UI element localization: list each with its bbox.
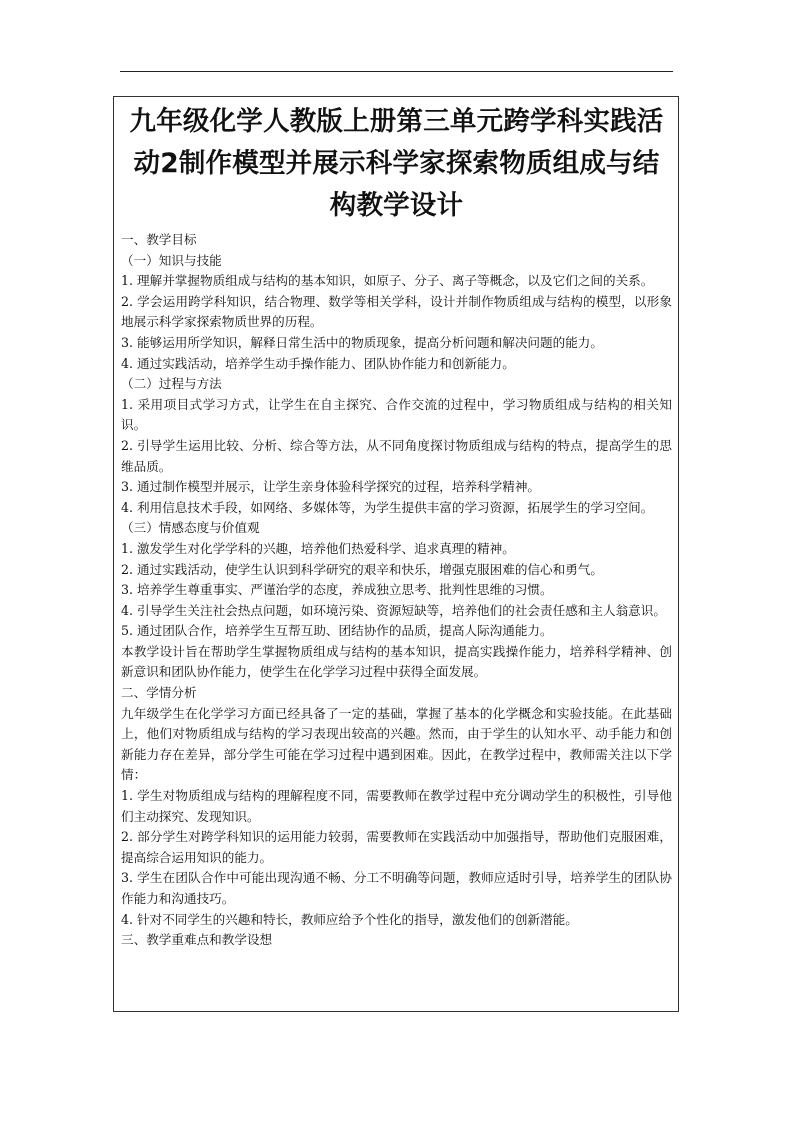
paragraph: 3. 能够运用所学知识，解释日常生活中的物质现象，提高分析问题和解决问题的能力。 [121,334,603,350]
paragraph: 3. 通过制作模型并展示，让学生亲身体验科学探究的过程，培养科学精神。 [121,479,541,495]
document-frame [113,96,679,1012]
subsection-heading: （一）知识与技能 [121,252,222,268]
paragraph: 1. 采用项目式学习方式，让学生在自主探究、合作交流的过程中，学习物质组成与结构的相关知识。 [121,396,672,433]
section-heading-objectives: 一、教学目标 [121,232,197,247]
paragraph: 2. 通过实践活动，使学生认识到科学研究的艰辛和快乐，增强克服困难的信心和勇气。 [121,561,603,577]
document-body [121,230,672,951]
paragraph: 3. 学生在团队合作中可能出现沟通不畅、分工不明确等问题，教师应适时引导，培养学生的团队协作能力和沟通技巧。 [121,870,672,906]
paragraph: 1. 理解并掌握物质组成与结构的基本知识，如原子、分子、离子等概念，以及它们之间的关系。 [121,273,654,289]
paragraph: 3. 培养学生尊重事实、严谨治学的态度，养成独立思考、批判性思维的习惯。 [121,582,553,598]
paragraph: 4. 针对不同学生的兴趣和特长，教师应给予个性化的指导，激发他们的创新潜能。 [121,911,578,927]
section-heading-learner-analysis: 二、学情分析 [121,685,197,701]
paragraph: 本教学设计旨在帮助学生掌握物质组成与结构的基本知识，提高实践操作能力，培养科学精神、创新意识和团队协作能力，使学生在化学学习过程中获得全面发展。 [121,643,672,680]
paragraph: 1. 激发学生对化学学科的兴趣，培养他们热爱科学、追求真理的精神。 [121,540,515,556]
document-title: 九年级化学人教版上册第三单元跨学科实践活动2制作模型并展示科学家探索物质组成与结构教学设计 [129,106,664,221]
paragraph: 2. 部分学生对跨学科知识的运用能力较弱，需要教师在实践活动中加强指导，帮助他们克服困难，提高综合运用知识的能力。 [121,829,672,865]
paragraph: 4. 引导学生关注社会热点问题，如环境污染、资源短缺等，培养他们的社会责任感和主人翁意识。 [121,602,666,618]
paragraph: 4. 通过实践活动，培养学生动手操作能力、团队协作能力和创新能力。 [121,355,515,371]
paragraph: 5. 通过团队合作，培养学生互帮互助、团结协作的品质，提高人际沟通能力。 [121,623,553,639]
paragraph: 2. 学会运用跨学科知识，结合物理、数学等相关学科，设计并制作物质组成与结构的模型，以形象地展示科学家探索物质世界的历程。 [121,293,672,330]
paragraph: 九年级学生在化学学习方面已经具备了一定的基础，掌握了基本的化学概念和实验技能。在此基础上，他们对物质组成与结构的学习表现出较高的兴趣。然而，由于学生的认知水平、动手能力和创新能力存在差异，部分学生可能在学习过程中遇到困难。因此，在教学过程中，教师需关注以下学情： [121,705,672,783]
subsection-heading: （二）过程与方法 [121,376,222,392]
paragraph: 1. 学生对物质组成与结构的理解程度不同，需要教师在教学过程中充分调动学生的积极性，引导他们主动探究、发现知识。 [121,788,672,824]
section-heading-key-points: 三、教学重难点和教学设想 [121,932,273,948]
header-rule [120,71,673,72]
subsection-heading: （三）情感态度与价值观 [121,520,260,536]
paragraph: 4. 利用信息技术手段，如网络、多媒体等，为学生提供丰富的学习资源，拓展学生的学习空间。 [121,499,654,515]
paragraph: 2. 引导学生运用比较、分析、综合等方法，从不同角度探讨物质组成与结构的特点，提高学生的思维品质。 [121,437,672,474]
